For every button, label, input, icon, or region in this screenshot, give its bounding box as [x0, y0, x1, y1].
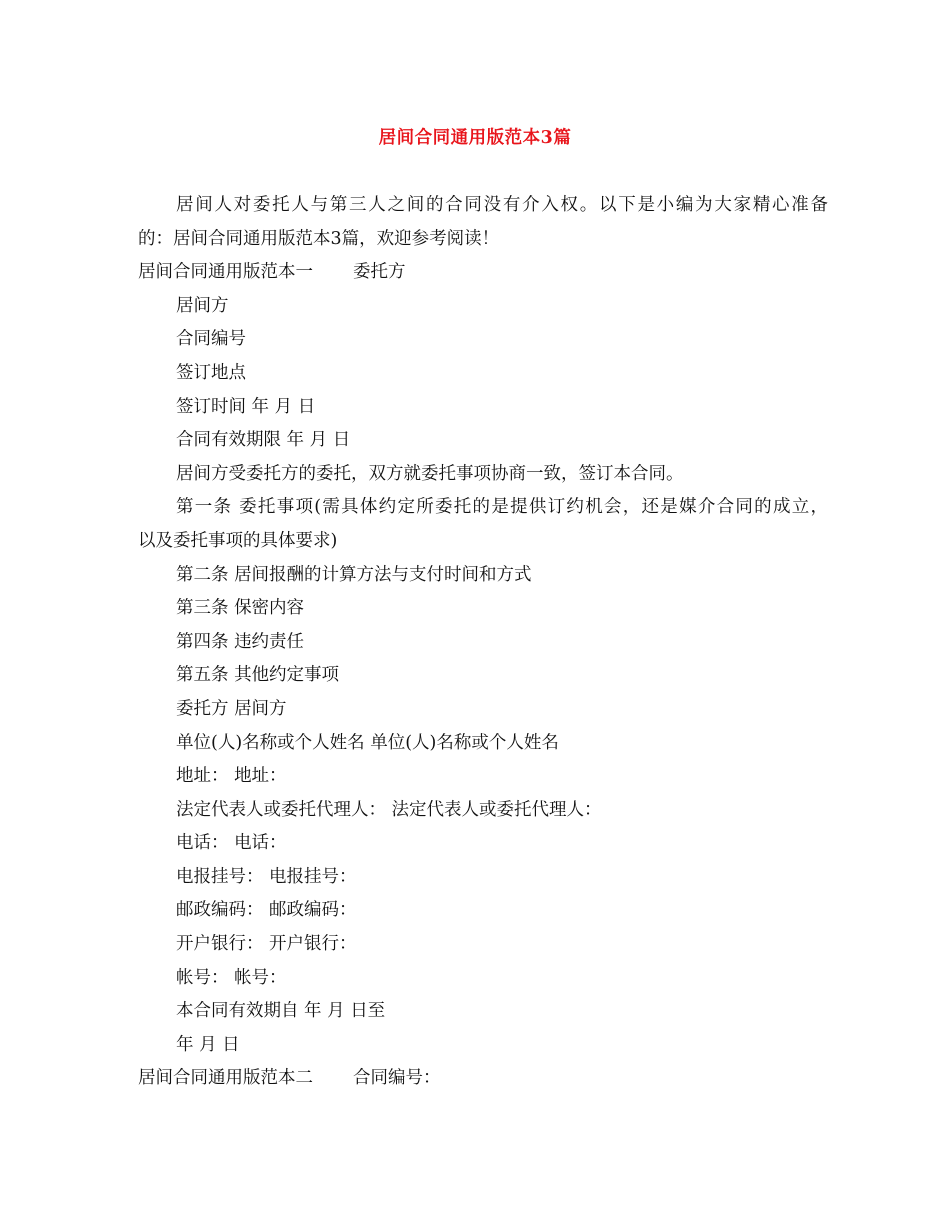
document-body — [138, 189, 828, 1096]
article-line: 第三条 保密内容 — [176, 598, 305, 619]
contract-field-line: 合同有效期限 年 月 日 — [176, 430, 351, 451]
signature-representative-line: 法定代表人或委托代理人： 法定代表人或委托代理人： — [176, 799, 602, 820]
article-line: 第四条 违约责任 — [176, 631, 305, 652]
intro-paragraph-line-1: 居间人对委托人与第三人之间的合同没有介入权。以下是小编为大家精心准备 — [176, 195, 828, 215]
contract-field-line: 签订时间 年 月 日 — [176, 396, 316, 417]
validity-period-line: 本合同有效期自 年 月 日至 — [176, 1001, 386, 1022]
article-1-line-1: 第一条 委托事项(需具体约定所委托的是提供订约机会，还是媒介合同的成立， — [176, 497, 828, 518]
article-line: 第五条 其他约定事项 — [176, 665, 340, 686]
signature-name-line: 单位(人)名称或个人姓名 单位(人)名称或个人姓名 — [176, 732, 559, 753]
section-2-heading-row — [138, 1062, 828, 1096]
signature-phone-line: 电话： 电话： — [176, 833, 287, 854]
section-2-heading: 居间合同通用版范本二 — [138, 1068, 313, 1089]
section-1-heading-row — [138, 256, 828, 290]
signature-address-line: 地址： 地址： — [176, 766, 287, 787]
document-title: 居间合同通用版范本3篇 — [378, 128, 572, 148]
contract-field-line: 合同编号 — [176, 329, 246, 350]
section-1-heading: 居间合同通用版范本一 — [138, 262, 313, 283]
contract-field-line: 居间方受委托方的委托，双方就委托事项协商一致，签订本合同。 — [176, 463, 684, 484]
signature-telegraph-line: 电报挂号： 电报挂号： — [176, 866, 357, 887]
signature-postcode-line: 邮政编码： 邮政编码： — [176, 900, 357, 921]
signature-bank-line: 开户银行： 开户银行： — [176, 934, 357, 955]
intro-paragraph-line-2: 的：居间合同通用版范本3篇，欢迎参考阅读！ — [138, 228, 500, 249]
signature-party-line: 委托方 居间方 — [176, 698, 287, 719]
signature-account-line: 帐号： 帐号： — [176, 967, 287, 988]
section-1-party-label: 委托方 — [353, 262, 406, 283]
article-1-line-2: 以及委托事项的具体要求) — [138, 530, 338, 551]
contract-field-line: 居间方 — [176, 295, 229, 316]
contract-field-line: 签订地点 — [176, 362, 246, 383]
article-line: 第二条 居间报酬的计算方法与支付时间和方式 — [176, 564, 532, 585]
validity-date-line: 年 月 日 — [176, 1034, 240, 1055]
section-2-contract-number-label: 合同编号： — [353, 1068, 441, 1089]
